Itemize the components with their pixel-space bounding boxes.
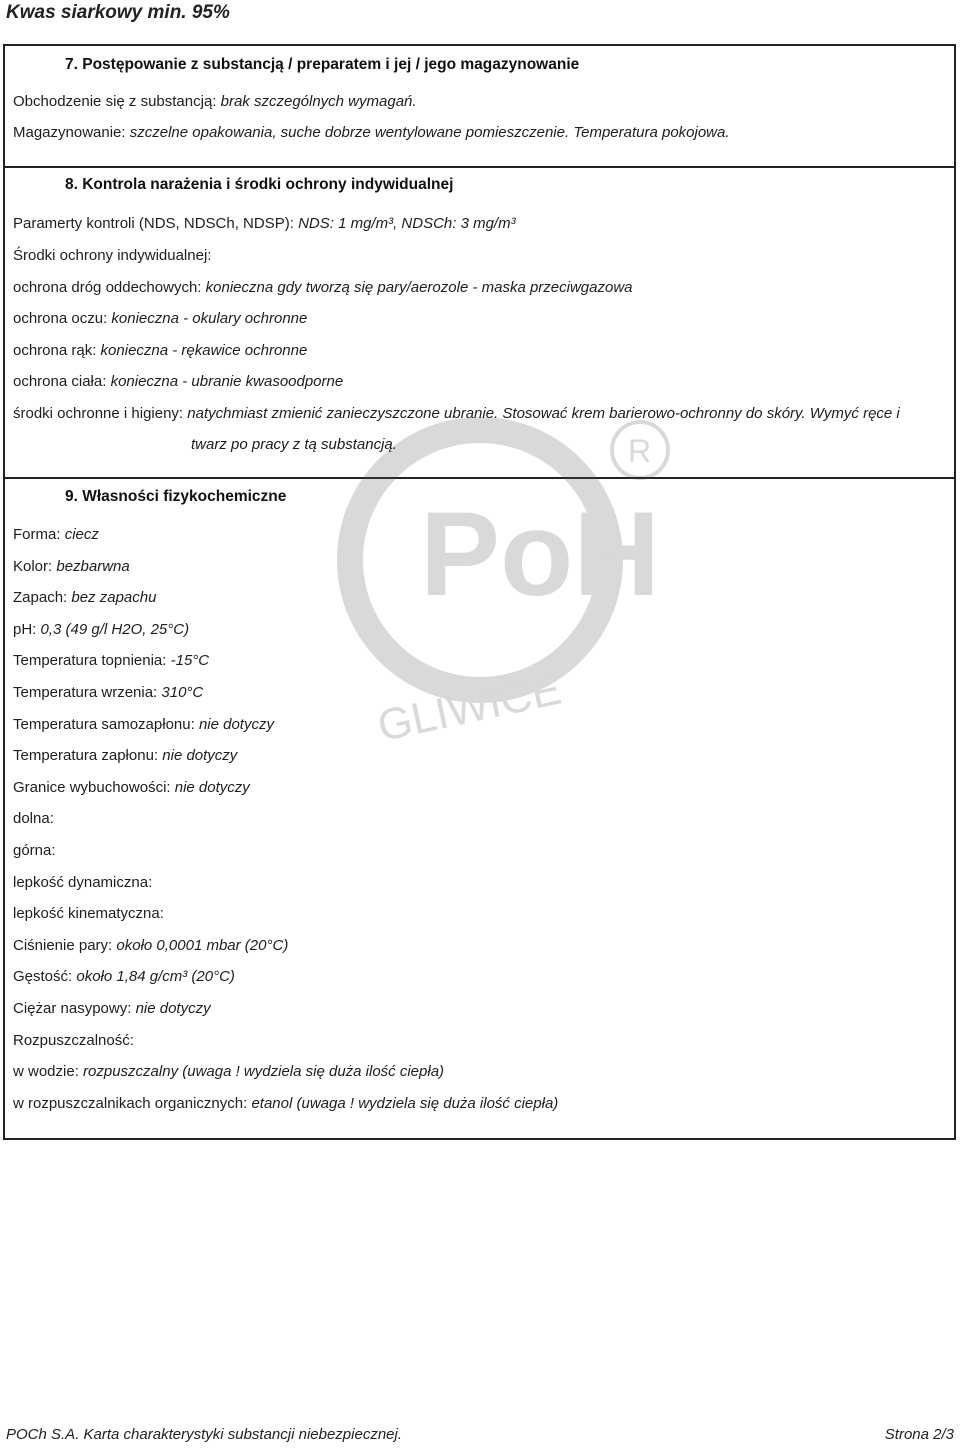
section-9-row — [13, 652, 209, 669]
row-label: Ciśnienie pary: — [13, 936, 117, 954]
footer-company: POCh S.A. Karta charakterystyki substancji niebezpiecznej. — [6, 1426, 403, 1443]
section-9-heading: 9. Własności fizykochemiczne — [65, 488, 287, 505]
section-8-row — [13, 215, 516, 232]
row-label: Zapach: — [13, 589, 72, 607]
row-label: Temperatura zapłonu: — [13, 747, 163, 765]
row-label: górna: — [13, 842, 56, 859]
row-label: ochrona ciała: — [13, 373, 111, 390]
svg-text:PoH: PoH — [420, 487, 660, 621]
section-8-heading: 8. Kontrola narażenia i środki ochrony indywidualnej — [65, 176, 454, 193]
row-value: szczelne opakowania, suche dobrze wentylowane pomieszczenie. Temperatura pokojowa. — [129, 124, 730, 141]
row-label: Temperatura topnienia: — [13, 652, 171, 670]
row-value: ciecz — [64, 526, 99, 543]
section-9-row — [13, 842, 56, 859]
section-9-row — [13, 810, 54, 827]
row-value: brak szczególnych wymagań. — [220, 93, 417, 110]
row-label: Magazynowanie: — [13, 124, 130, 141]
section-9-row — [13, 1032, 134, 1049]
section-9-row — [13, 526, 99, 543]
row-value: konieczna - ubranie kwasoodporne — [110, 373, 344, 390]
row-value: około 0,0001 mbar (20°C) — [116, 936, 289, 954]
section-7-box — [3, 44, 956, 168]
row-value: NDS: 1 mg/m³, NDSCh: 3 mg/m³ — [298, 215, 516, 232]
row-label: lepkość kinematyczna: — [13, 905, 164, 923]
row-label: dolna: — [13, 810, 54, 828]
row-value: konieczna gdy tworzą się pary/aerozole - maska przeciwgazowa — [205, 279, 633, 296]
section-8-row — [13, 373, 343, 390]
watermark-text: GLIWICE — [373, 664, 566, 752]
section-9-row — [13, 747, 237, 764]
row-value: natychmiast zmienić zanieczyszczone ubranie. Stosować krem barierowo-ochronny do skóry. Wymyć ręce i — [187, 405, 900, 422]
document-title: Kwas siarkowy min. 95% — [6, 2, 230, 23]
section-8-row — [13, 405, 900, 422]
section-9-row — [13, 716, 274, 733]
section-9-row — [13, 1063, 444, 1080]
section-7-row — [13, 93, 417, 110]
row-value: nie dotyczy — [198, 715, 274, 733]
row-label: Forma: — [13, 526, 65, 543]
row-value: etanol (uwaga ! wydziela się duża ilość ciepła) — [251, 1094, 559, 1112]
section-9-row — [13, 779, 250, 796]
section-9-row — [13, 905, 164, 922]
row-label: Temperatura samozapłonu: — [13, 715, 199, 733]
row-value: rozpuszczalny (uwaga ! wydziela się duża ilość ciepła) — [83, 1063, 445, 1081]
section-9-row — [13, 558, 130, 575]
section-7-heading: 7. Postępowanie z substancją / preparatem i jej / jego magazynowanie — [65, 56, 580, 73]
row-value: nie dotyczy — [174, 778, 250, 796]
row-value: konieczna - rękawice ochronne — [100, 342, 308, 359]
row-label: Granice wybuchowości: — [13, 778, 175, 796]
section-9-row — [13, 874, 152, 891]
row-label: Paramerty kontroli (NDS, NDSCh, NDSP): — [13, 215, 299, 232]
row-label: Gęstość: — [13, 968, 77, 986]
row-label: Temperatura wrzenia: — [13, 684, 162, 701]
row-label: pH: — [13, 620, 41, 638]
row-label: ochrona dróg oddechowych: — [13, 279, 206, 296]
row-label: Środki ochrony indywidualnej: — [13, 247, 212, 264]
row-label: lepkość dynamiczna: — [13, 873, 153, 891]
section-8-box — [3, 168, 956, 479]
row-label: Ciężar nasypowy: — [13, 1000, 136, 1017]
section-9-row — [13, 1000, 211, 1017]
row-value: nie dotyczy — [135, 1000, 211, 1017]
row-value: bezbarwna — [56, 557, 130, 575]
row-label: ochrona oczu: — [13, 310, 112, 327]
section-8-row — [13, 310, 307, 327]
row-value: -15°C — [170, 652, 210, 670]
section-9-row — [13, 968, 235, 985]
row-label: ochrona rąk: — [13, 342, 101, 359]
section-8-continuation: twarz po pracy z tą substancją. — [191, 436, 397, 453]
section-8-row — [13, 342, 307, 359]
section-9-row — [13, 1095, 558, 1112]
row-value: 0,3 (49 g/l H2O, 25°C) — [40, 620, 190, 638]
row-value: nie dotyczy — [162, 747, 238, 765]
row-value: 310°C — [161, 684, 204, 701]
row-label: Obchodzenie się z substancją: — [13, 93, 221, 110]
section-9-box — [3, 479, 956, 1140]
section-9-row — [13, 621, 189, 638]
svg-text:R: R — [628, 433, 652, 469]
row-label: środki ochronne i higieny: — [13, 405, 188, 422]
section-9-row — [13, 589, 156, 606]
section-7-row — [13, 124, 730, 141]
row-value: konieczna - okulary ochronne — [111, 310, 308, 327]
row-label: Kolor: — [13, 557, 57, 575]
row-value: około 1,84 g/cm³ (20°C) — [76, 968, 235, 986]
row-label: w rozpuszczalnikach organicznych: — [13, 1094, 252, 1112]
row-value: bez zapachu — [71, 589, 157, 607]
row-label: w wodzie: — [13, 1063, 84, 1081]
row-label: Rozpuszczalność: — [13, 1031, 134, 1049]
footer-page-number: Strona 2/3 — [884, 1426, 954, 1443]
section-8-row — [13, 279, 633, 296]
section-9-row — [13, 684, 203, 701]
section-8-row — [13, 247, 211, 264]
section-9-row — [13, 937, 288, 954]
